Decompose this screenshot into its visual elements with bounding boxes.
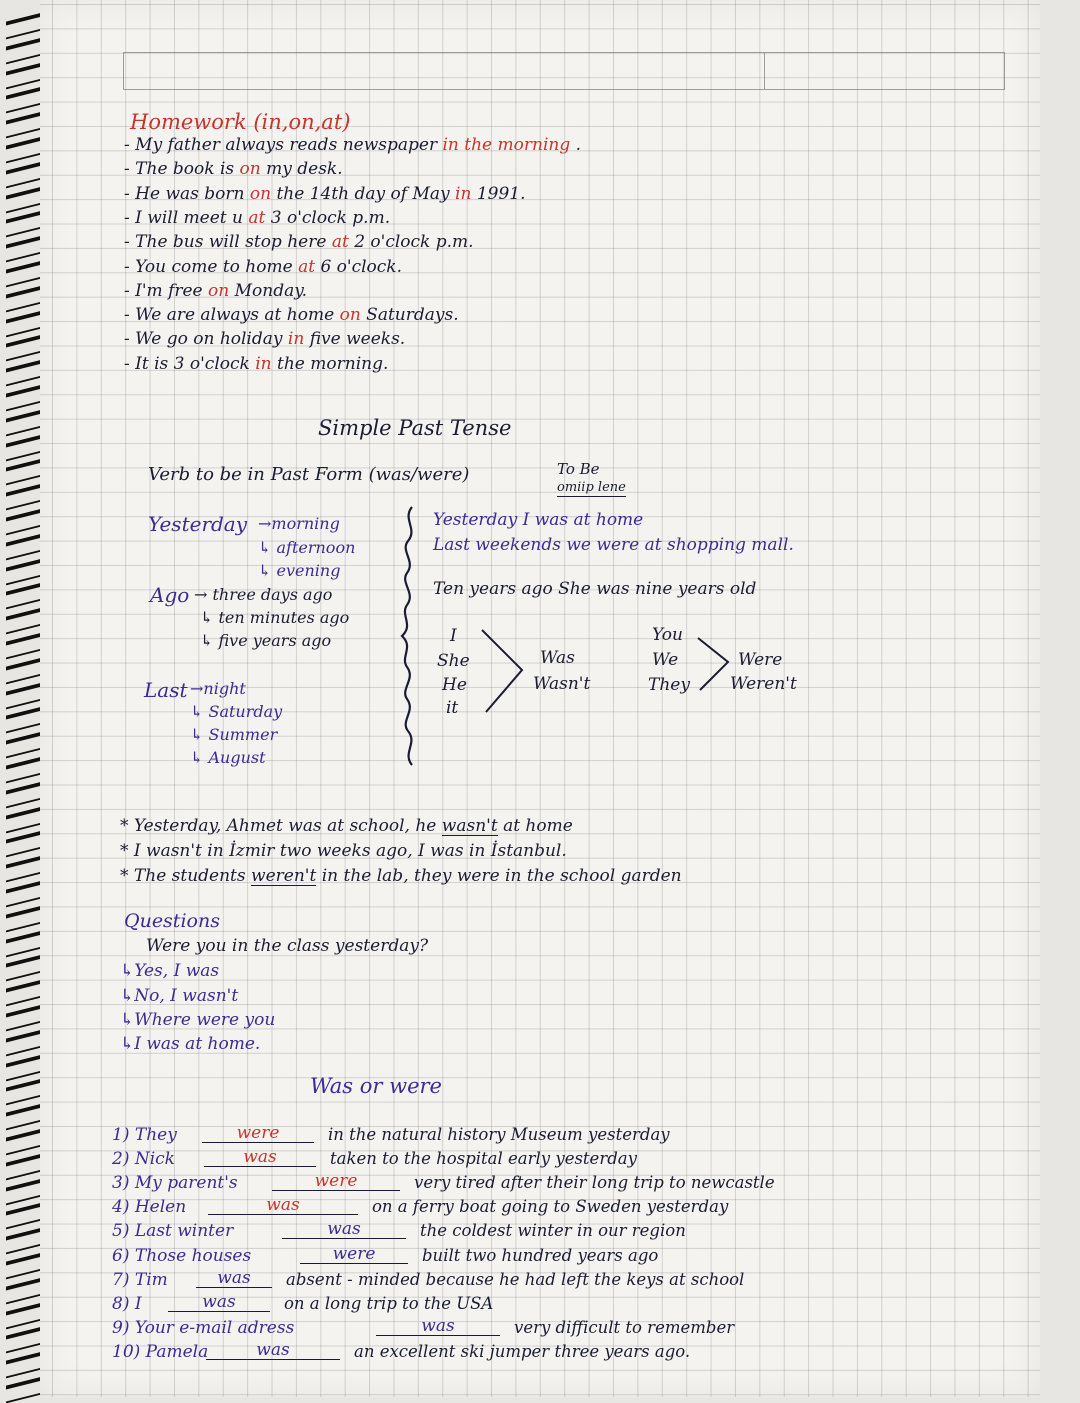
homework-dash: -	[124, 135, 130, 155]
last-item: ↳ August	[190, 748, 266, 767]
pronoun: They	[648, 675, 690, 695]
homework-title: Homework (in,on,at)	[130, 110, 351, 134]
homework-prep: at	[331, 232, 349, 253]
example-last-weekends: Last weekends we were at shopping mall.	[433, 535, 794, 555]
homework-before: You come to home	[135, 256, 293, 277]
exercise-answer: was	[208, 1197, 358, 1215]
homework-prep: in	[287, 329, 305, 350]
exercise-rest: in the natural history Museum yesterday	[328, 1125, 670, 1144]
answer: ↳Yes, I was	[120, 961, 220, 981]
homework-sentence	[124, 280, 307, 301]
homework-before: The book is	[135, 159, 235, 180]
homework-prep: in	[255, 353, 272, 374]
homework-prep2: in	[455, 183, 472, 204]
homework-before: The bus will stop here	[135, 232, 327, 253]
exercise-rest: on a long trip to the USA	[284, 1293, 494, 1313]
homework-after2: 1991.	[476, 183, 526, 204]
exercise-answer: was	[206, 1342, 340, 1360]
homework-before: We are always at home	[135, 305, 335, 326]
ago-item: → three days ago	[194, 585, 333, 604]
homework-before: My father always reads newspaper	[135, 135, 438, 155]
exercise-title: Was or were	[310, 1074, 442, 1098]
simple-past-title: Simple Past Tense	[318, 416, 512, 440]
questions-title: Questions	[124, 910, 220, 932]
exercise-rest: built two hundred years ago	[422, 1245, 659, 1265]
question-line: Were you in the class yesterday?	[146, 936, 429, 956]
exercise-rest: very difficult to remember	[514, 1317, 735, 1337]
exercise-answer: were	[202, 1125, 314, 1143]
homework-dash: -	[124, 207, 130, 228]
homework-after: 2 o'clock p.m.	[354, 232, 474, 253]
homework-sentence	[124, 256, 402, 277]
exercise-answer: were	[272, 1173, 400, 1191]
exercise-subject: 1) They	[112, 1125, 177, 1145]
homework-prep: at	[298, 256, 316, 277]
exercise-answer: was	[168, 1294, 270, 1312]
yesterday-head: Yesterday	[148, 512, 248, 536]
exercise-answer: was	[204, 1149, 316, 1167]
exercise-rest: on a ferry boat going to Sweden yesterday	[372, 1197, 729, 1217]
homework-sentence	[124, 161, 343, 178]
homework-dash: -	[124, 232, 130, 253]
ago-item: ↳ ten minutes ago	[200, 608, 350, 627]
star-example-2: * I wasn't in İzmir two weeks ago, I was in İstanbul.	[120, 841, 567, 861]
wasnt-form: Wasn't	[533, 674, 591, 694]
pronoun: I	[450, 626, 457, 646]
answer: ↳Where were you	[120, 1010, 276, 1030]
homework-after: the morning.	[277, 353, 389, 374]
yesterday-item: ↳ afternoon	[258, 538, 356, 557]
exercise-rest: taken to the hospital early yesterday	[330, 1149, 637, 1169]
homework-sentence	[124, 137, 581, 154]
homework-after: 6 o'clock.	[320, 256, 402, 277]
homework-sentence	[124, 183, 526, 204]
homework-prep: on	[208, 280, 230, 301]
exercise-subject: 5) Last winter	[112, 1221, 234, 1242]
yesterday-item: ↳ evening	[258, 561, 341, 580]
exercise-subject: 10) Pamela	[112, 1341, 209, 1362]
homework-before: I will meet u	[135, 207, 243, 228]
example-yesterday: Yesterday I was at home	[433, 510, 644, 530]
answer: ↳I was at home.	[120, 1034, 261, 1054]
exercise-answer: were	[300, 1246, 408, 1264]
werent-form: Weren't	[730, 674, 797, 694]
ago-head: Ago	[150, 583, 190, 607]
exercise-rest: very tired after their long trip to newcastle	[414, 1173, 775, 1193]
last-item: ↳ Saturday	[190, 702, 283, 721]
exercise-answer: was	[196, 1270, 272, 1288]
was-chevron	[478, 628, 528, 714]
header-box	[123, 52, 1005, 90]
homework-sentence	[124, 353, 389, 374]
homework-after: Saturdays.	[366, 305, 459, 326]
homework-sentence	[124, 307, 459, 324]
ago-item: ↳ five years ago	[200, 631, 332, 650]
homework-dash: -	[124, 329, 130, 350]
homework-after: 3 o'clock p.m.	[270, 207, 391, 228]
exercise-subject: 8) I	[112, 1293, 142, 1314]
last-item: →night	[190, 679, 246, 698]
homework-prep: in the morning	[442, 135, 571, 155]
were-form: Were	[738, 650, 783, 670]
curly-brace	[398, 505, 420, 767]
exercise-answer: was	[282, 1221, 406, 1239]
homework-dash: -	[124, 159, 130, 180]
yesterday-item: →morning	[258, 514, 340, 533]
homework-after: the 14th day of May	[276, 183, 450, 204]
homework-dash: -	[124, 256, 130, 277]
exercise-answer: was	[376, 1318, 500, 1336]
homework-before: He was born	[135, 183, 245, 204]
homework-before: We go on holiday	[135, 329, 283, 350]
homework-sentence	[124, 331, 405, 348]
to-be-label: To Be	[557, 460, 600, 478]
exercise-subject: 7) Tim	[112, 1269, 168, 1290]
pronoun: She	[437, 651, 470, 671]
exercise-subject: 3) My parent's	[112, 1173, 238, 1194]
homework-after: my desk.	[266, 159, 343, 180]
homework-prep: on	[249, 183, 272, 204]
exercise-subject: 4) Helen	[112, 1197, 187, 1218]
to-be-sub: omiip lene	[557, 480, 626, 495]
exercise-rest: absent - minded because he had left the keys at school	[286, 1269, 745, 1289]
exercise-subject: 2) Nick	[112, 1149, 175, 1170]
homework-sentence	[124, 234, 474, 251]
homework-dash: -	[124, 353, 130, 374]
exercise-rest: an excellent ski jumper three years ago.	[354, 1341, 691, 1361]
example-ten-years: Ten years ago She was nine years old	[433, 579, 757, 599]
verb-to-be-line: Verb to be in Past Form (was/were)	[148, 464, 470, 485]
answer: ↳No, I wasn't	[120, 986, 239, 1006]
homework-sentence	[124, 207, 391, 228]
pronoun: We	[652, 650, 679, 670]
homework-before: It is 3 o'clock	[135, 353, 250, 374]
star-example-3: * The students weren't in the lab, they were in the school garden	[120, 866, 682, 886]
last-head: Last	[144, 678, 188, 702]
homework-dash: -	[124, 183, 130, 204]
homework-after: .	[575, 135, 582, 155]
pronoun: it	[446, 698, 459, 718]
pronoun: He	[442, 675, 467, 695]
homework-after: Monday.	[234, 280, 307, 301]
were-chevron	[694, 636, 734, 692]
homework-dash: -	[124, 305, 130, 326]
exercise-rest: the coldest winter in our region	[420, 1221, 686, 1241]
homework-before: I'm free	[135, 280, 203, 301]
pronoun: You	[652, 625, 683, 645]
homework-prep: on	[239, 159, 261, 180]
homework-dash: -	[124, 280, 130, 301]
exercise-subject: 9) Your e-mail adress	[112, 1317, 295, 1338]
homework-after: five weeks.	[309, 329, 406, 350]
homework-prep: on	[339, 305, 361, 326]
star-example-1: * Yesterday, Ahmet was at school, he wasn't at home	[120, 816, 573, 836]
exercise-subject: 6) Those houses	[112, 1245, 252, 1266]
last-item: ↳ Summer	[190, 725, 278, 744]
homework-prep: at	[248, 207, 266, 228]
was-form: Was	[540, 648, 575, 668]
